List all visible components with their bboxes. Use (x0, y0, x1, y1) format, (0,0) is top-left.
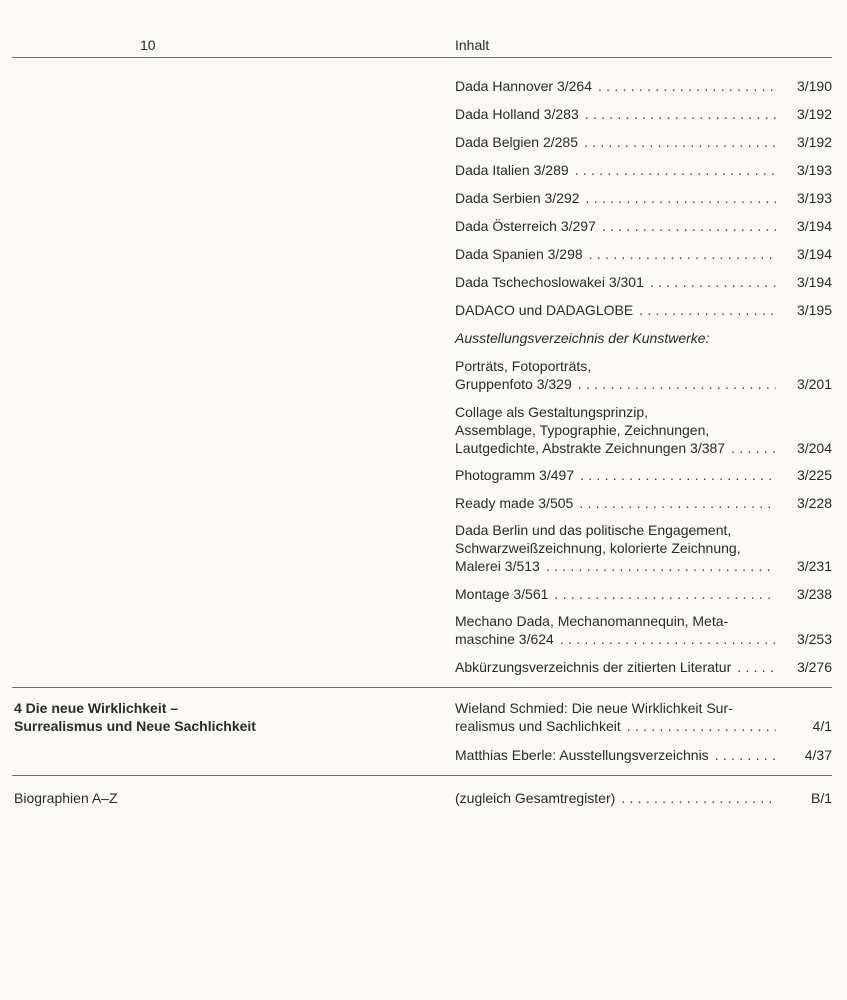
toc-entry: Porträts, Fotoporträts, Gruppenfoto 3/329 . . . 3/201 (455, 357, 832, 393)
toc-entry: Mechano Dada, Mechanomannequin, Meta- maschine 3/624 . . . 3/253 (455, 612, 832, 648)
toc-entry: Dada Italien 3/289 . . . 3/193 (455, 161, 832, 179)
biographies-title: Biographien A–Z (14, 790, 118, 806)
toc-entry: Dada Spanien 3/298 . . . 3/194 (455, 245, 832, 263)
page-number: 10 (140, 37, 156, 53)
toc-entry: Dada Berlin und das politische Engagement, Schwarzweißzeichnung, kolorierte Zeichnung, Malerei 3/513 . . . 3/231 (455, 521, 832, 575)
toc-entry: Dada Österreich 3/297 . . . 3/194 (455, 217, 832, 235)
toc-entry: Dada Hannover 3/264 . . . 3/190 (455, 77, 832, 95)
toc-entry: Dada Belgien 2/285 . . . 3/192 (455, 133, 832, 151)
toc-entry: Dada Serbien 3/292 . . . 3/193 (455, 189, 832, 207)
toc-entry: Dada Holland 3/283 . . . 3/192 (455, 105, 832, 123)
section-rule (12, 775, 832, 776)
exhibition-heading: Ausstellungsverzeichnis der Kunstwerke: (455, 330, 710, 346)
toc-entry: Photogramm 3/497 . . . 3/225 (455, 466, 832, 484)
toc-entry: Ready made 3/505 . . . 3/228 (455, 494, 832, 512)
toc-entry: Collage als Gestaltungsprinzip, Assemblage, Typographie, Zeichnungen, Lautgedichte, Abstrakte Zeichnungen 3/387 . . . 3/204 (455, 403, 832, 457)
toc-entry: Dada Tschechoslowakei 3/301 . . . 3/194 (455, 273, 832, 291)
toc-entry: DADACO und DADAGLOBE . . . 3/195 (455, 301, 832, 319)
toc-entry: Matthias Eberle: Ausstellungsverzeichnis . . . 4/37 (455, 746, 832, 764)
toc-entry: Wieland Schmied: Die neue Wirklichkeit Sur- realismus und Sachlichkeit . . . 4/1 (455, 699, 832, 735)
toc-entry: Montage 3/561 . . . 3/238 (455, 585, 832, 603)
section-rule (12, 687, 832, 688)
toc-entry: Abkürzungsverzeichnis der zitierten Literatur . . . 3/276 (455, 658, 832, 676)
running-title: Inhalt (455, 37, 490, 53)
toc-entry: (zugleich Gesamtregister) . . . B/1 (455, 789, 832, 807)
header-rule (12, 57, 832, 58)
section-4-title: 4 Die neue Wirklichkeit – Surrealismus und Neue Sachlichkeit (14, 700, 256, 734)
